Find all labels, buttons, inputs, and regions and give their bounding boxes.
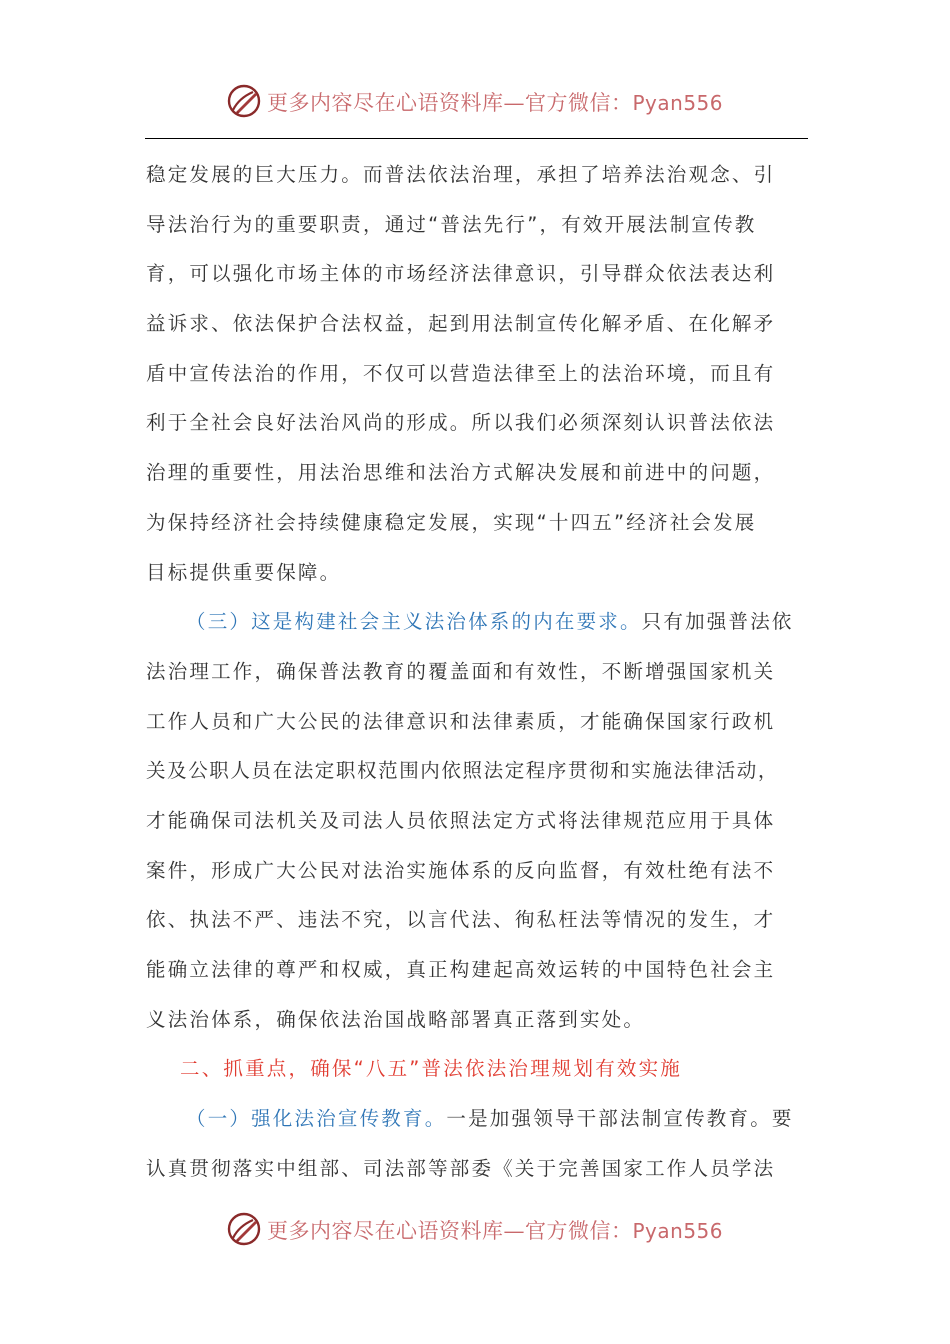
paragraph-heading-line: [146, 1094, 808, 1144]
text-line: 关及公职人员在法定职权范围内依照法定程序贯彻和实施法律活动，: [146, 759, 780, 783]
wechat-id: Pyan556: [632, 91, 723, 115]
paragraph-heading-line: [146, 597, 808, 647]
text-line: 益诉求、依法保护合法权益，起到用法制宣传化解矛盾、在化解矛: [146, 312, 776, 336]
subheading-1: （一）强化法治宣传教育。: [186, 1107, 447, 1131]
header-rule: [145, 138, 808, 139]
text-line: 认真贯彻落实中组部、司法部等部委《关于完善国家工作人员学法: [146, 1156, 776, 1180]
text-line: 工作人员和广大公民的法律意识和法律素质，才能确保国家行政机: [146, 709, 776, 733]
text-line: 盾中宣传法治的作用，不仅可以营造法律至上的法治环境，而且有: [146, 361, 776, 385]
footer-banner: [0, 1210, 950, 1250]
header-banner: [0, 82, 950, 122]
text-run: 一是加强领导干部法制宣传教育。要: [446, 1107, 794, 1131]
subheading-3: （三）这是构建社会主义法治体系的内在要求。: [186, 610, 642, 634]
text-line: 才能确保司法机关及司法人员依照法定方式将法律规范应用于具体: [146, 808, 776, 832]
text-line: 治理的重要性，用法治思维和法治方式解决发展和前进中的问题，: [146, 461, 776, 485]
pen-logo-icon: [227, 1212, 263, 1248]
banner-text: 更多内容尽在心语资料库—官方微信：Pyan556: [266, 1219, 723, 1243]
section-title: 二、抓重点，确保“八五”普法依法治理规划有效实施: [180, 1057, 683, 1081]
document-body: [146, 150, 808, 1193]
text-line: 育，可以强化市场主体的市场经济法律意识，引导群众依法表达利: [146, 262, 776, 286]
text-line: 目标提供重要保障。: [146, 560, 342, 584]
text-line: 导法治行为的重要职责，通过“普法先行”，有效开展法制宣传教: [146, 212, 757, 236]
text-line: 能确立法律的尊严和权威，真正构建起高效运转的中国特色社会主: [146, 958, 776, 981]
text-line: 义法治体系，确保依法治国战略部署真正落到实处。: [146, 1007, 646, 1031]
text-run: 只有加强普法依: [641, 610, 794, 634]
pen-logo-icon: [227, 84, 263, 120]
text-line: 法治理工作，确保普法教育的覆盖面和有效性，不断增强国家机关: [146, 659, 776, 683]
text-line: 案件，形成广大公民对法治实施体系的反向监督，有效杜绝有法不: [146, 858, 776, 882]
banner-text: 更多内容尽在心语资料库—官方微信：Pyan556: [266, 91, 723, 115]
text-line: 稳定发展的巨大压力。而普法依法治理，承担了培养法治观念、引: [146, 163, 776, 186]
text-line: 为保持经济社会持续健康稳定发展，实现“十四五”经济社会发展: [146, 510, 757, 534]
wechat-id: Pyan556: [632, 1219, 723, 1243]
text-line: 利于全社会良好法治风尚的形成。所以我们必须深刻认识普法依法: [146, 411, 776, 435]
text-line: 依、执法不严、违法不究，以言代法、徇私枉法等情况的发生，才: [146, 908, 776, 932]
